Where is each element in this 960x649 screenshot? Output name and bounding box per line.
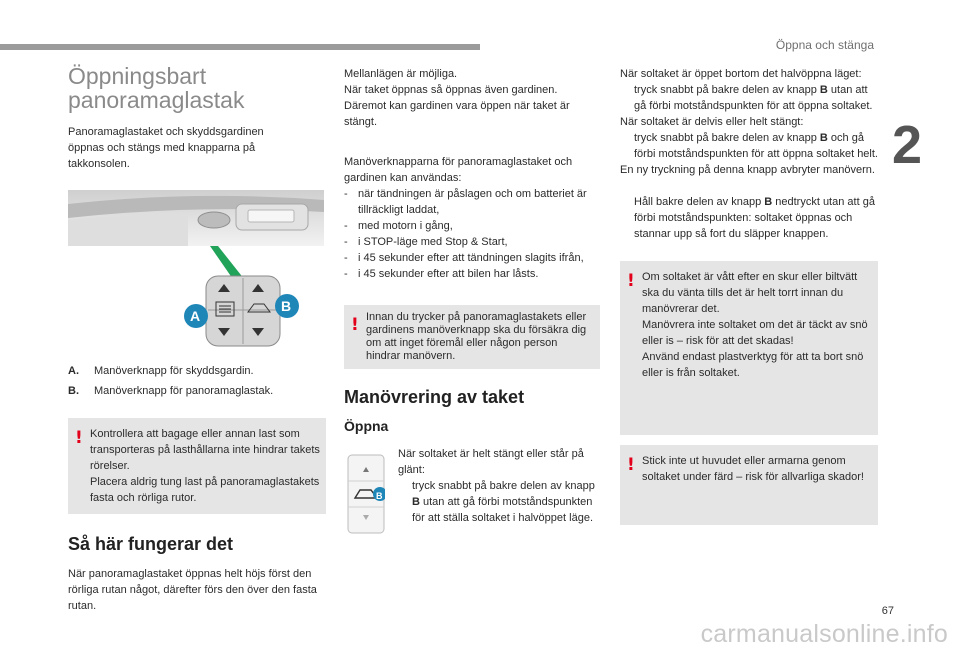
warning-box: [344, 305, 600, 369]
bullet-dash: -: [344, 268, 348, 280]
column-1: [68, 64, 326, 614]
mini-label-b: B: [376, 491, 383, 501]
intro-text: Panoramaglastaket och skyddsgardinen öppnas och stängs med knapparna på takkonsolen.: [68, 126, 264, 170]
watermark: carmanualsonline.info: [700, 620, 948, 648]
bullet-dash: -: [344, 220, 348, 232]
warning-icon: !: [627, 271, 635, 291]
switch-panel-illustration: [68, 246, 324, 350]
text-part: tryck snabbt på bakre delen av knapp: [634, 132, 820, 144]
text-part: tryck snabbt på bakre delen av knapp: [634, 84, 820, 96]
text-part: nedtryckt utan att gå förbi motståndspunkten: soltaket öppnas och stannar upp så fort du släpper knappen.: [634, 196, 875, 240]
section-title: Öppna och stänga: [775, 38, 874, 52]
list-item-text: i 45 sekunder efter att bilen har låsts.: [358, 268, 539, 280]
warning-text-2: Manövrera inte soltaket om det är täckt av snö eller is – risk för att det skadas!: [642, 319, 868, 347]
key-b: B: [412, 496, 420, 508]
column-3: [620, 66, 878, 525]
list-item-text: [634, 194, 878, 242]
title-line-2: panoramaglastak: [68, 87, 245, 113]
key-b: B: [819, 84, 828, 96]
list-item-text: [412, 478, 598, 526]
text-line: När taket öppnas så öppnas även gardinen.: [344, 84, 558, 96]
bullet-dash: -: [344, 188, 348, 200]
text-part: utan att gå förbi motståndspunkten för att öppna soltaket.: [634, 84, 873, 112]
page-title: [68, 64, 326, 112]
page-number: 67: [881, 605, 894, 617]
warning-box: [68, 418, 326, 514]
warning-text: Stick inte ut huvudet eller armarna genom soltaket under färd – risk för allvarliga skador!: [642, 455, 864, 483]
legend-text: Manöverknapp för skyddsgardin.: [94, 365, 254, 377]
open-instructions: [344, 446, 600, 538]
list-item: [620, 130, 878, 162]
conditions-intro: Manöverknapparna för panoramaglastaket och gardinen kan användas:: [344, 156, 573, 184]
key-b: B: [819, 132, 828, 144]
column-2: [344, 66, 600, 538]
legend-row-b: [68, 383, 326, 399]
list-item: [344, 234, 600, 250]
warning-box: [620, 445, 878, 525]
pointer-marker: [398, 478, 412, 526]
list-item-text: när tändningen är påslagen och om batteriet är tillräckligt laddat,: [358, 188, 587, 216]
beyond-half-intro: När soltaket är öppet bortom det halvöppna läget:: [620, 68, 862, 80]
warning-text-2: Placera aldrig tung last på panoramaglastakets fasta och rörliga rutor.: [90, 476, 320, 504]
bullet-dash: -: [344, 236, 348, 248]
list-item: [344, 250, 600, 266]
legend-row-a: [68, 363, 326, 379]
section-heading: Manövrering av taket: [344, 387, 525, 407]
text-part: utan att gå förbi motståndspunkten för att ställa soltaket i halvöppet läge.: [412, 496, 593, 524]
cancel-text: En ny tryckning på denna knapp avbryter manövern.: [620, 164, 875, 176]
open-text: [398, 446, 598, 526]
warning-text: Innan du trycker på panoramaglastakets eller gardinens manöverknapp ska du försäkra dig om att inget föremål eller någon person hindrar manövern.: [366, 311, 587, 362]
list-item-text: [634, 82, 878, 114]
list-item: [344, 186, 600, 218]
list-item: [398, 478, 598, 526]
pointer-marker: [620, 194, 634, 242]
list-item-text: med motorn i gång,: [358, 220, 453, 232]
header-rule: [0, 44, 480, 50]
warning-icon: !: [75, 428, 83, 448]
ceiling-console-photo: [68, 190, 324, 246]
warning-icon: !: [351, 315, 359, 335]
body-text: När panoramaglastaket öppnas helt höjs först den rörliga rutan något, därefter förs den över den fasta rutan.: [68, 568, 317, 612]
label-b: B: [281, 298, 292, 314]
subheading-oppna: Öppna: [344, 418, 389, 434]
legend: [68, 363, 326, 399]
warning-icon: !: [627, 455, 635, 475]
pointer-marker: [620, 130, 634, 162]
text-line: Däremot kan gardinen vara öppen när taket är stängt.: [344, 100, 570, 128]
warning-text-1: Om soltaket är vått efter en skur eller biltvätt ska du vänta tills det är helt torrt innan du manövrerar det.: [642, 271, 858, 315]
legend-text: Manöverknapp för panoramaglastak.: [94, 385, 274, 397]
pointer-marker: [620, 82, 634, 114]
section-heading: Så här fungerar det: [68, 534, 234, 554]
list-item: [344, 266, 600, 282]
bullet-dash: -: [344, 252, 348, 264]
intermediate-positions-text: [344, 66, 600, 130]
label-a: A: [190, 308, 201, 324]
closed-intro: När soltaket är delvis eller helt stängt:: [620, 116, 804, 128]
text-part: tryck snabbt på bakre delen av knapp: [412, 480, 595, 492]
open-intro: När soltaket är helt stängt eller står på glänt:: [398, 448, 584, 476]
warning-box: [620, 261, 878, 435]
text-part: Håll bakre delen av knapp: [634, 196, 765, 208]
conditions-list: [344, 186, 600, 282]
list-item-text: [634, 130, 878, 162]
chapter-number: 2: [892, 115, 923, 175]
list-item-text: i STOP-läge med Stop & Start,: [358, 236, 508, 248]
list-item: [620, 82, 878, 114]
title-line-1: Öppningsbart: [68, 63, 207, 89]
warning-text-3: Använd endast plastverktyg för att ta bort snö eller is från soltaket.: [642, 351, 864, 379]
text-line: Mellanlägen är möjliga.: [344, 68, 458, 80]
ceiling-console-illustration: [68, 190, 324, 246]
legend-key: A.: [68, 365, 79, 377]
legend-key: B.: [68, 385, 79, 397]
warning-text-1: Kontrollera att bagage eller annan last som transporteras på lasthållarna inte hindrar takets rörelser.: [90, 428, 320, 472]
list-item: [344, 218, 600, 234]
list-item: [620, 194, 878, 242]
list-item-text: i 45 sekunder efter att tändningen slagits ifrån,: [358, 252, 584, 264]
key-b: B: [764, 196, 773, 208]
text-part: och gå förbi motståndspunkten för att öppna soltaket helt.: [634, 132, 878, 160]
